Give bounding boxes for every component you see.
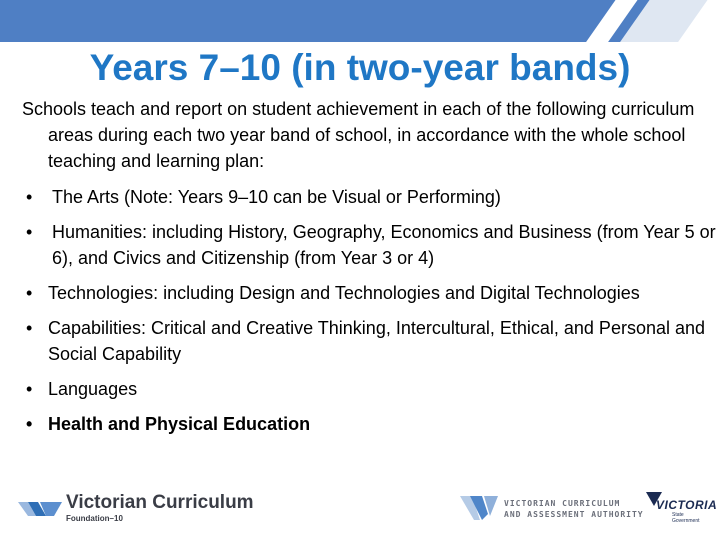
vc-chevron-icon [18,494,64,524]
list-item-text: Languages [48,379,138,399]
vcaa-chevron-icon [460,494,500,524]
bullet-marker: • [26,222,33,242]
bullet-marker: • [26,414,33,434]
list-item [22,219,718,271]
list-item-text: Capabilities: Critical and Creative Thinking, Intercultural, Ethical, and Personal and Social Capability [48,318,706,364]
vcaa-logo [460,494,644,528]
vic-logo-sub2: Government [672,518,700,524]
slide-title: Years 7–10 (in two-year bands) [89,47,631,88]
list-item-text: The Arts (Note: Years 9–10 can be Visual or Performing) [52,187,501,207]
vcaa-line2: AND ASSESSMENT AUTHORITY [504,510,644,519]
header-band [0,0,720,42]
slide-body [22,96,718,446]
list-item-text: Health and Physical Education [48,414,311,434]
vic-logo-title: VICTORIA [656,498,718,512]
vc-logo-subtitle: Foundation–10 [66,514,123,523]
bullet-marker: • [26,187,33,207]
bullet-marker: • [26,379,33,399]
bullet-marker: • [26,318,33,338]
victorian-curriculum-logo [18,492,258,526]
list-item-text: Technologies: including Design and Technologies and Digital Technologies [48,283,640,303]
list-item-text: Humanities: including History, Geography, Economics and Business (from Year 5 or 6), and Civics and Citizenship (from Year 3 or 4) [52,222,716,268]
vcaa-line1: VICTORIAN CURRICULUM [504,499,621,508]
victoria-state-government-logo [644,490,718,530]
list-item [22,184,718,210]
intro-paragraph: Schools teach and report on student achievement in each of the following curriculum areas during each two year band of school, in accordance with the whole school teaching and learning plan: [22,99,695,171]
list-item [22,376,718,402]
vic-logo-sub1: State [672,512,684,518]
list-item [22,411,718,437]
vc-logo-title: Victorian Curriculum [66,492,254,513]
list-item [22,315,718,367]
list-item [22,280,718,306]
bullet-marker: • [26,283,33,303]
curriculum-list [22,184,718,437]
